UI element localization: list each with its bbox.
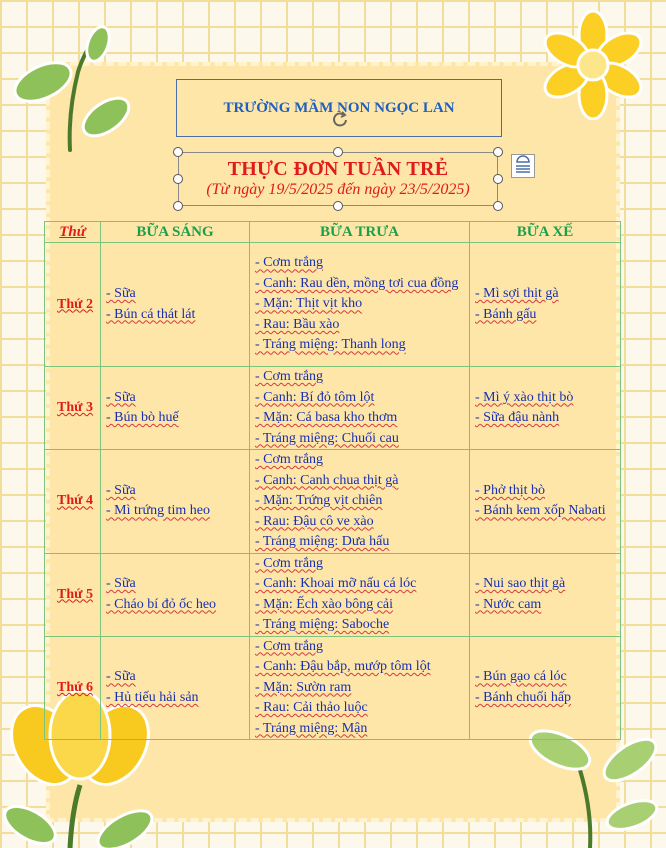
table-row [45,553,621,636]
menu-item: - Cơm trắng [255,452,324,467]
day-cell: Thứ 6 [45,636,101,740]
menu-item: - Mì ý xào thịt bò [475,389,574,405]
menu-item: - Cơm trắng [255,255,324,271]
menu-item: - Tráng miệng: Thanh long [255,337,406,353]
menu-item: - Mặn: Ếch xào bông cải [255,596,394,612]
resize-handle-bottom-center[interactable] [333,201,343,211]
snack-cell [470,367,621,450]
resize-handle-top-left[interactable] [173,147,183,157]
menu-item: - Canh: Khoai mỡ nấu cá lóc [255,576,417,591]
menu-title-box[interactable] [178,152,498,206]
layout-options-button[interactable] [511,154,535,178]
breakfast-cell [101,553,250,636]
menu-item: - Cháo bí đỏ ốc heo [106,596,217,612]
day-cell: Thứ 3 [45,367,101,450]
menu-item: - Rau: Đậu cô ve xào [255,513,374,529]
lunch-cell [250,553,470,636]
snack-cell [470,243,621,367]
breakfast-cell [101,243,250,367]
menu-item: - Tráng miệng: Chuối cau [255,430,399,446]
menu-item: - Nước cam [475,596,542,612]
resize-handle-bottom-right[interactable] [493,201,503,211]
table-row [45,450,621,554]
menu-item: - Sữa [106,482,136,498]
menu-item: - Nui sao thịt gà [475,576,566,591]
resize-handle-middle-right[interactable] [493,174,503,184]
menu-item: - Tráng miệng: Mận [255,720,368,736]
snack-cell [470,553,621,636]
resize-handle-top-center[interactable] [333,147,343,157]
menu-item: - Sữa [106,669,136,685]
menu-item: - Sữa [106,389,136,405]
menu-item: - Canh: Canh chua thịt gà [255,472,399,488]
day-cell: Thứ 2 [45,243,101,367]
leaves-top-left-decoration [8,22,138,152]
table-row [45,636,621,740]
menu-item: - Rau: Bầu xào [255,316,340,332]
menu-item: - Phở thịt bò [475,482,546,498]
header-day: Thứ [45,222,101,243]
resize-handle-bottom-left[interactable] [173,201,183,211]
weekly-menu-table [44,221,621,740]
menu-item: - Bánh chuối hấp [475,689,572,705]
snack-cell [470,450,621,554]
menu-item: - Sữa đậu nành [475,410,560,425]
menu-item: - Mì sợi thịt gà [475,286,559,301]
menu-item: - Canh: Rau dền, mồng tơi cua đồng [255,275,459,291]
menu-item: - Canh: Bí đỏ tôm lột [255,389,375,405]
menu-item: - Mặn: Cá basa kho thơm [255,410,398,425]
day-cell: Thứ 5 [45,553,101,636]
menu-item: - Mặn: Trứng vịt chiên [255,493,383,508]
lunch-cell [250,450,470,554]
sunflower-top-right-decoration [538,10,648,120]
school-name: TRƯỜNG MẦM NON NGỌC LAN [223,99,455,116]
menu-item: - Tráng miệng: Saboche [255,617,390,632]
menu-item: - Rau: Cải thảo luộc [255,700,368,715]
date-range: (Từ ngày 19/5/2025 đến ngày 23/5/2025) [206,181,470,198]
layout-options-icon [512,155,534,177]
menu-item: - Mặn: Thịt vịt kho [255,296,363,312]
menu-item: - Mặn: Sườn ram [255,679,352,695]
menu-item: - Bún gạo cá lóc [475,669,567,685]
menu-item: - Bún cá thát lát [106,306,196,322]
header-breakfast: BỮA SÁNG [101,222,250,243]
header-lunch: BỮA TRƯA [250,222,470,243]
menu-item: - Mì trứng tim heo [106,503,211,519]
header-snack: BỮA XẾ [470,222,621,243]
lunch-cell [250,243,470,367]
resize-handle-middle-left[interactable] [173,174,183,184]
menu-item: - Canh: Đậu bắp, mướp tôm lột [255,659,431,674]
menu-item: - Cơm trắng [255,369,324,384]
snack-cell [470,636,621,740]
menu-item: - Tráng miệng: Dưa hấu [255,534,390,549]
day-cell: Thứ 4 [45,450,101,554]
menu-title: THỰC ĐƠN TUẦN TRẺ [227,158,449,180]
lunch-cell [250,367,470,450]
menu-item: - Bánh gấu [475,306,537,322]
menu-item: - Hủ tiếu hải sản [106,689,199,705]
table-row [45,367,621,450]
breakfast-cell [101,450,250,554]
breakfast-cell [101,367,250,450]
menu-item: - Bánh kem xốp Nabati [475,503,606,519]
menu-item: - Sữa [106,286,136,301]
breakfast-cell [101,636,250,740]
table-header-row [45,222,621,243]
menu-item: - Cơm trắng [255,555,324,571]
table-row [45,243,621,367]
menu-item: - Cơm trắng [255,638,324,654]
resize-handle-top-right[interactable] [493,147,503,157]
school-name-box[interactable] [176,79,502,137]
menu-item: - Sữa [106,576,136,591]
lunch-cell [250,636,470,740]
menu-item: - Bún bò huế [106,410,179,425]
rotate-handle-icon[interactable] [331,110,349,128]
